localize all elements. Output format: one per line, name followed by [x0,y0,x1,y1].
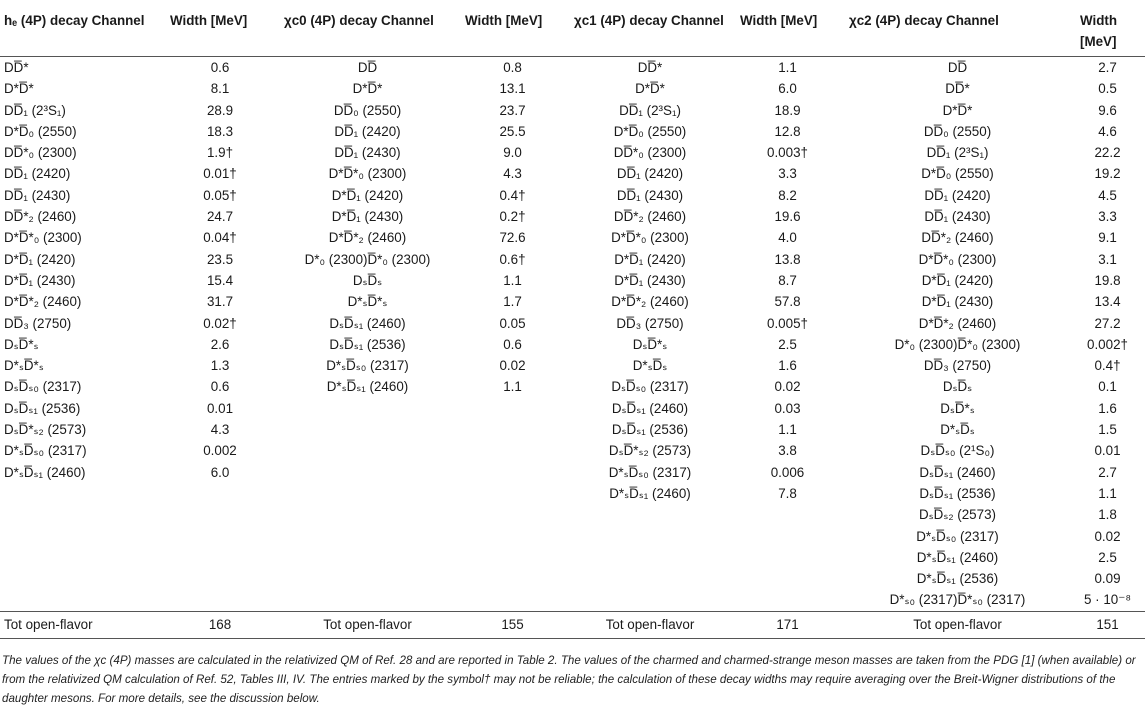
hc-channel-cell: DₛD̅ₛ₁ (2536) [4,400,81,416]
chic1-channel-cell: D*ₛD̅ₛ₁ (2460) [609,485,691,501]
table-row [0,121,1145,142]
chic0-channel-cell: DD̅₀ (2550) [333,102,402,118]
chic1-width-cell [730,568,845,589]
chic1-width-cell: 0.003† [767,145,808,161]
hc-width-cell: 2.6 [210,336,230,352]
hc-channel-cell: DₛD̅*ₛ₂ (2573) [4,422,87,438]
chic0-channel-cell [280,547,455,568]
chic2-channel-cell: DD̅₁ (2420) [924,187,991,203]
chic1-width-cell: 0.005† [767,315,808,331]
chic2-width-cell: 0.5 [1098,81,1117,97]
hc-channel-cell: DD̅₃ (2750) [4,315,72,331]
hc-channel-cell: DD̅₁ (2430) [4,187,71,203]
chic1-width-cell: 19.6 [774,209,801,225]
hc-width-cell: 0.04† [203,230,237,246]
table-row [0,163,1145,184]
chic0-channel-cell [280,526,455,547]
header-hc-channel: hₑ (4P) decay Channel [0,4,160,57]
header-chic1-channel: χc1 (4P) decay Channel [570,4,730,57]
chic1-channel-cell: DₛD̅ₛ₁ (2536) [611,422,689,438]
chic1-channel-cell: D*D̅*₀ (2300) [611,230,689,246]
chic2-width-cell: 0.09 [1094,571,1121,587]
chic1-channel-cell: DD̅₁ (2420) [616,166,684,182]
chic1-channel-cell [570,589,730,611]
chic0-width-cell [455,462,570,483]
chic0-channel-cell [280,483,455,504]
table-row [0,483,1145,504]
table-row [0,462,1145,483]
table-row [0,419,1145,440]
table-row [0,206,1145,227]
table-row [0,355,1145,376]
chic1-width-cell: 8.2 [778,187,797,203]
chic0-channel-cell [280,419,455,440]
chic1-channel-cell [570,547,730,568]
chic1-channel-cell: DD̅₁ (2430) [616,187,684,203]
chic1-width-cell [730,547,845,568]
chic0-width-cell: 0.05 [499,315,526,331]
chic1-width-cell: 3.8 [778,443,797,459]
chic1-channel-cell: DD̅*₀ (2300) [613,145,687,161]
chic1-channel-cell: D*D̅₀ (2550) [613,123,687,139]
chic2-channel-cell: DₛD̅ₛ [942,379,973,395]
hc-channel-cell: D*D̅₁ (2420) [4,251,76,267]
chic1-channel-cell: D*D̅* [635,81,665,97]
chic2-width-cell: 1.6 [1098,400,1117,416]
chic2-channel-cell: D*₀ (2300)D̅*₀ (2300) [894,336,1021,352]
chic1-width-cell: 0.006 [770,464,805,480]
hc-width-cell: 18.3 [206,123,234,139]
chic2-channel-cell: D*D̅*₀ (2300) [918,251,997,267]
hc-width-cell: 0.6 [210,379,230,395]
table-row [0,504,1145,525]
hc-channel-cell [0,526,160,547]
hc-width-cell: 6.0 [210,464,230,480]
chic0-width-cell [455,526,570,547]
table-row [0,78,1145,99]
table-row [0,185,1145,206]
hc-channel-cell: DₛD̅*ₛ [4,336,39,352]
table-row [0,57,1145,79]
hc-channel-cell: D*D̅₀ (2550) [4,123,77,139]
hc-channel-cell: DD̅₁ (2420) [4,166,71,182]
hc-width-cell: 0.02† [203,315,237,331]
chic0-channel-cell: D*D̅*₂ (2460) [328,230,407,246]
chic2-width-cell: 19.2 [1094,166,1121,182]
table-row [0,227,1145,248]
chic1-channel-cell: DD̅* [637,60,663,75]
hc-channel-cell: DD̅*₀ (2300) [4,145,77,161]
hc-width-cell: 1.3 [210,358,230,374]
hc-channel-cell: D*ₛD̅ₛ₀ (2317) [4,443,87,459]
hc-channel-cell: D*D̅*₀ (2300) [4,230,82,246]
chic2-width-cell: 9.6 [1098,102,1117,118]
chic0-channel-cell: DₛD̅ₛ₁ (2460) [329,315,406,331]
hc-width-cell: 8.1 [210,81,230,97]
hc-total-label: Tot open-flavor [0,611,160,638]
chic2-width-cell: 1.8 [1098,507,1117,523]
chic1-channel-cell: D*ₛD̅ₛ [632,358,668,374]
chic1-width-cell [730,526,845,547]
hc-channel-cell: DₛD̅ₛ₀ (2317) [4,379,82,395]
chic0-channel-cell [280,462,455,483]
chic1-channel-cell: DₛD̅*ₛ [632,336,668,352]
chic0-width-cell [455,568,570,589]
chic0-width-cell: 0.4† [499,187,526,203]
table-row [0,440,1145,461]
hc-width-cell [160,547,280,568]
chic1-width-cell: 8.7 [778,272,797,288]
chic0-channel-cell [280,589,455,611]
chic2-channel-cell: DD̅₁ (2430) [924,209,991,225]
chic0-channel-cell: D*ₛD̅ₛ₁ (2460) [326,379,409,395]
hc-width-cell [160,483,280,504]
chic1-width-cell: 7.8 [778,485,797,501]
chic0-width-cell: 72.6 [499,230,526,246]
hc-width-cell: 15.4 [206,272,234,288]
hc-width-cell [160,568,280,589]
chic1-channel-cell: DD̅*₂ (2460) [613,209,687,225]
chic0-channel-cell: DₛD̅ₛ [352,272,383,288]
chic1-total-value: 171 [730,611,845,638]
chic1-channel-cell: DD̅₃ (2750) [616,315,684,331]
hc-width-cell [160,589,280,611]
chic2-width-cell: 2.5 [1098,549,1117,565]
chic1-channel-cell: DD̅₁ (2³S₁) [619,102,681,118]
chic0-width-cell: 1.7 [503,294,522,310]
header-chic1-width: Width [MeV] [730,4,845,57]
chic0-width-cell: 0.6 [503,336,522,352]
chic2-width-cell: 3.3 [1098,209,1117,225]
chic0-channel-cell: D*D̅₁ (2420) [331,187,404,203]
chic0-width-cell: 13.1 [499,81,526,97]
hc-channel-cell: D*D̅₁ (2430) [4,272,76,288]
table-row [0,376,1145,397]
chic1-width-cell: 2.5 [778,336,797,352]
table-caption: The values of the χc (4P) masses are calculated in the relativized QM of Ref. 28 and are reported in Table 2. The values of the charmed and charmed-strange meson masses are taken from the PDG [1] (when available) or from the relativized QM calculation of Ref. 52, Tables III, IV. The entries marked by the symbol† may not be reliable; the calculation of these decay widths may require averaging over the Breit-Wigner distributions of the daughter mesons. For more details, see the discussion below. [2,654,1136,705]
hc-channel-cell [0,504,160,525]
hc-width-cell: 0.05† [203,187,237,203]
chic2-width-cell: 4.5 [1098,187,1117,203]
chic2-width-cell: 1.5 [1098,422,1117,438]
chic0-channel-cell [280,568,455,589]
table-row [0,526,1145,547]
chic2-width-cell: 19.8 [1094,272,1121,288]
chic1-width-cell: 12.8 [774,123,801,139]
chic1-width-cell: 3.3 [778,166,797,182]
chic1-channel-cell [570,504,730,525]
chic0-total-label: Tot open-flavor [280,611,455,638]
hc-channel-cell: D*D̅*₂ (2460) [4,294,82,310]
table-row [0,142,1145,163]
chic2-width-cell: 0.1 [1098,379,1117,395]
table-header-row [0,4,1145,57]
chic2-channel-cell: D*ₛD̅ₛ₁ (2460) [916,549,999,565]
table-row [0,334,1145,355]
chic0-channel-cell: D*D̅* [352,81,383,97]
chic1-channel-cell: DₛD̅*ₛ₂ (2573) [608,443,692,459]
chic1-channel-cell: DₛD̅ₛ₁ (2460) [611,400,689,416]
chic2-channel-cell: DD̅* [945,81,970,97]
hc-width-cell: 1.9† [206,145,234,161]
header-chic2-width: Width [MeV] [1070,4,1145,57]
hc-channel-cell: D*ₛD̅ₛ₁ (2460) [4,464,86,480]
chic0-width-cell [455,589,570,611]
hc-width-cell [160,526,280,547]
chic2-channel-cell: D*D̅* [942,102,973,118]
chic0-width-cell: 23.7 [499,102,526,118]
chic1-width-cell: 0.03 [774,400,801,416]
chic1-channel-cell [570,526,730,547]
chic2-width-cell: 1.1 [1098,485,1117,501]
chic2-width-cell: 2.7 [1098,60,1117,75]
chic2-channel-cell: DₛD̅ₛ₂ (2573) [919,507,996,523]
chic1-width-cell: 57.8 [774,294,801,310]
chic0-channel-cell [280,504,455,525]
chic1-width-cell [730,589,845,611]
chic0-width-cell: 25.5 [499,123,526,139]
chic1-width-cell: 4.0 [778,230,797,246]
table-row [0,291,1145,312]
hc-width-cell: 0.01 [206,400,234,416]
chic1-channel-cell: D*D̅₁ (2420) [614,251,686,267]
chic2-channel-cell: D*D̅₁ (2420) [921,272,994,288]
hc-channel-cell [0,547,160,568]
hc-channel-cell: DD̅*₂ (2460) [4,209,77,225]
chic2-width-cell: 13.4 [1094,294,1121,310]
chic0-total-value: 155 [455,611,570,638]
chic2-channel-cell: D*ₛD̅ₛ₀ (2317) [916,528,999,544]
hc-width-cell: 0.002 [203,443,237,459]
chic2-channel-cell: D*ₛD̅ₛ₁ (2536) [916,571,999,587]
chic2-width-cell: 3.1 [1098,251,1117,267]
table-row [0,249,1145,270]
chic0-width-cell: 4.3 [503,166,522,182]
chic2-total-value: 151 [1070,611,1145,638]
hc-channel-cell: D*ₛD̅*ₛ [4,358,44,374]
chic0-width-cell: 1.1 [503,379,522,395]
hc-channel-cell: D*D̅* [4,81,34,97]
chic0-width-cell: 0.02 [499,358,526,374]
chic0-width-cell: 0.8 [503,60,522,75]
header-hc-width: Width [MeV] [160,4,280,57]
chic2-channel-cell: DD̅₃ (2750) [923,358,992,374]
header-chic2-channel: χc2 (4P) decay Channel [845,4,1070,57]
chic0-width-cell [455,504,570,525]
chic1-width-cell: 6.0 [778,81,797,97]
chic2-channel-cell: D*ₛD̅ₛ [940,422,975,438]
chic0-channel-cell: DD̅₁ (2420) [334,123,401,139]
chic1-channel-cell: D*D̅*₂ (2460) [611,294,689,310]
chic2-width-cell: 9.1 [1098,230,1117,246]
totals-row [0,611,1145,638]
chic0-width-cell: 0.2† [499,209,526,225]
chic0-channel-cell: DD̅ [357,60,378,75]
chic0-width-cell [455,440,570,461]
chic2-width-cell: 0.4† [1094,358,1121,374]
chic2-channel-cell: DD̅₀ (2550) [923,123,992,139]
hc-width-cell: 24.7 [206,209,234,225]
table-row [0,398,1145,419]
chic2-width-cell: 0.01 [1094,443,1121,459]
chic2-width-cell: 0.002† [1087,336,1128,352]
header-chic0-channel: χc0 (4P) decay Channel [280,4,455,57]
chic1-channel-cell [570,568,730,589]
chic1-width-cell: 0.02 [774,379,801,395]
table-row [0,100,1145,121]
chic0-width-cell [455,398,570,419]
chic0-channel-cell: D*ₛD̅ₛ₀ (2317) [326,358,409,374]
chic2-channel-cell: DₛD̅ₛ₀ (2¹S₀) [920,443,995,459]
hc-width-cell: 0.01† [203,166,237,182]
chic0-channel-cell: DD̅₁ (2430) [334,145,401,161]
chic2-channel-cell: DₛD̅ₛ₁ (2460) [919,464,996,480]
chic1-channel-cell: D*D̅₁ (2430) [614,272,686,288]
chic1-width-cell [730,504,845,525]
chic2-channel-cell: D*D̅₁ (2430) [921,294,994,310]
hc-channel-cell: DD̅₁ (2³S₁) [4,102,66,118]
chic0-channel-cell: D*₀ (2300)D̅*₀ (2300) [304,251,431,267]
chic0-channel-cell [280,398,455,419]
chic2-channel-cell: DₛD̅ₛ₁ (2536) [919,485,996,501]
table-row [0,270,1145,291]
decay-width-table [0,4,1145,639]
hc-channel-cell: DD̅* [4,60,29,75]
chic0-channel-cell: D*D̅*₀ (2300) [328,166,407,182]
chic2-width-cell: 27.2 [1094,315,1121,331]
chic2-channel-cell: D*ₛ₀ (2317)D̅*ₛ₀ (2317) [889,592,1026,608]
chic0-channel-cell [280,440,455,461]
chic2-channel-cell: DD̅*₂ (2460) [921,230,994,246]
hc-width-cell: 28.9 [206,102,234,118]
hc-channel-cell [0,568,160,589]
chic0-width-cell: 1.1 [503,272,522,288]
hc-channel-cell [0,589,160,611]
table-row [0,589,1145,611]
chic1-channel-cell: DₛD̅ₛ₀ (2317) [611,379,689,395]
chic0-width-cell [455,547,570,568]
chic2-width-cell: 5 · 10⁻⁸ [1084,592,1131,608]
table-row [0,313,1145,334]
hc-width-cell: 4.3 [210,422,230,438]
hc-width-cell [160,504,280,525]
hc-width-cell: 31.7 [206,294,234,310]
chic2-width-cell: 2.7 [1098,464,1117,480]
hc-width-cell: 0.6 [210,60,230,75]
chic1-total-label: Tot open-flavor [570,611,730,638]
chic0-channel-cell: D*ₛD̅*ₛ [347,294,388,310]
chic2-channel-cell: DD̅₁ (2³S₁) [926,145,989,161]
chic2-channel-cell: DₛD̅*ₛ [940,400,975,416]
chic1-width-cell: 1.1 [778,422,797,438]
chic1-width-cell: 18.9 [774,102,801,118]
chic0-width-cell: 9.0 [503,145,522,161]
chic2-width-cell: 4.6 [1098,123,1117,139]
chic1-channel-cell: D*ₛD̅ₛ₀ (2317) [608,464,692,480]
chic0-channel-cell: D*D̅₁ (2430) [331,209,404,225]
chic0-width-cell: 0.6† [499,251,526,267]
chic2-width-cell: 0.02 [1094,528,1121,544]
chic0-channel-cell: DₛD̅ₛ₁ (2536) [329,336,406,352]
chic2-total-label: Tot open-flavor [845,611,1070,638]
chic2-channel-cell: D*D̅*₂ (2460) [918,315,997,331]
chic0-width-cell [455,483,570,504]
table-row [0,547,1145,568]
chic1-width-cell: 1.1 [778,60,797,75]
chic1-width-cell: 1.6 [778,358,797,374]
hc-total-value: 168 [160,611,280,638]
chic2-channel-cell: D*D̅₀ (2550) [921,166,994,182]
chic2-channel-cell: DD̅ [947,60,968,75]
chic1-width-cell: 13.8 [774,251,801,267]
hc-width-cell: 23.5 [206,251,234,267]
hc-channel-cell [0,483,160,504]
chic2-width-cell: 22.2 [1094,145,1121,161]
header-chic0-width: Width [MeV] [455,4,570,57]
chic0-width-cell [455,419,570,440]
table-row [0,568,1145,589]
